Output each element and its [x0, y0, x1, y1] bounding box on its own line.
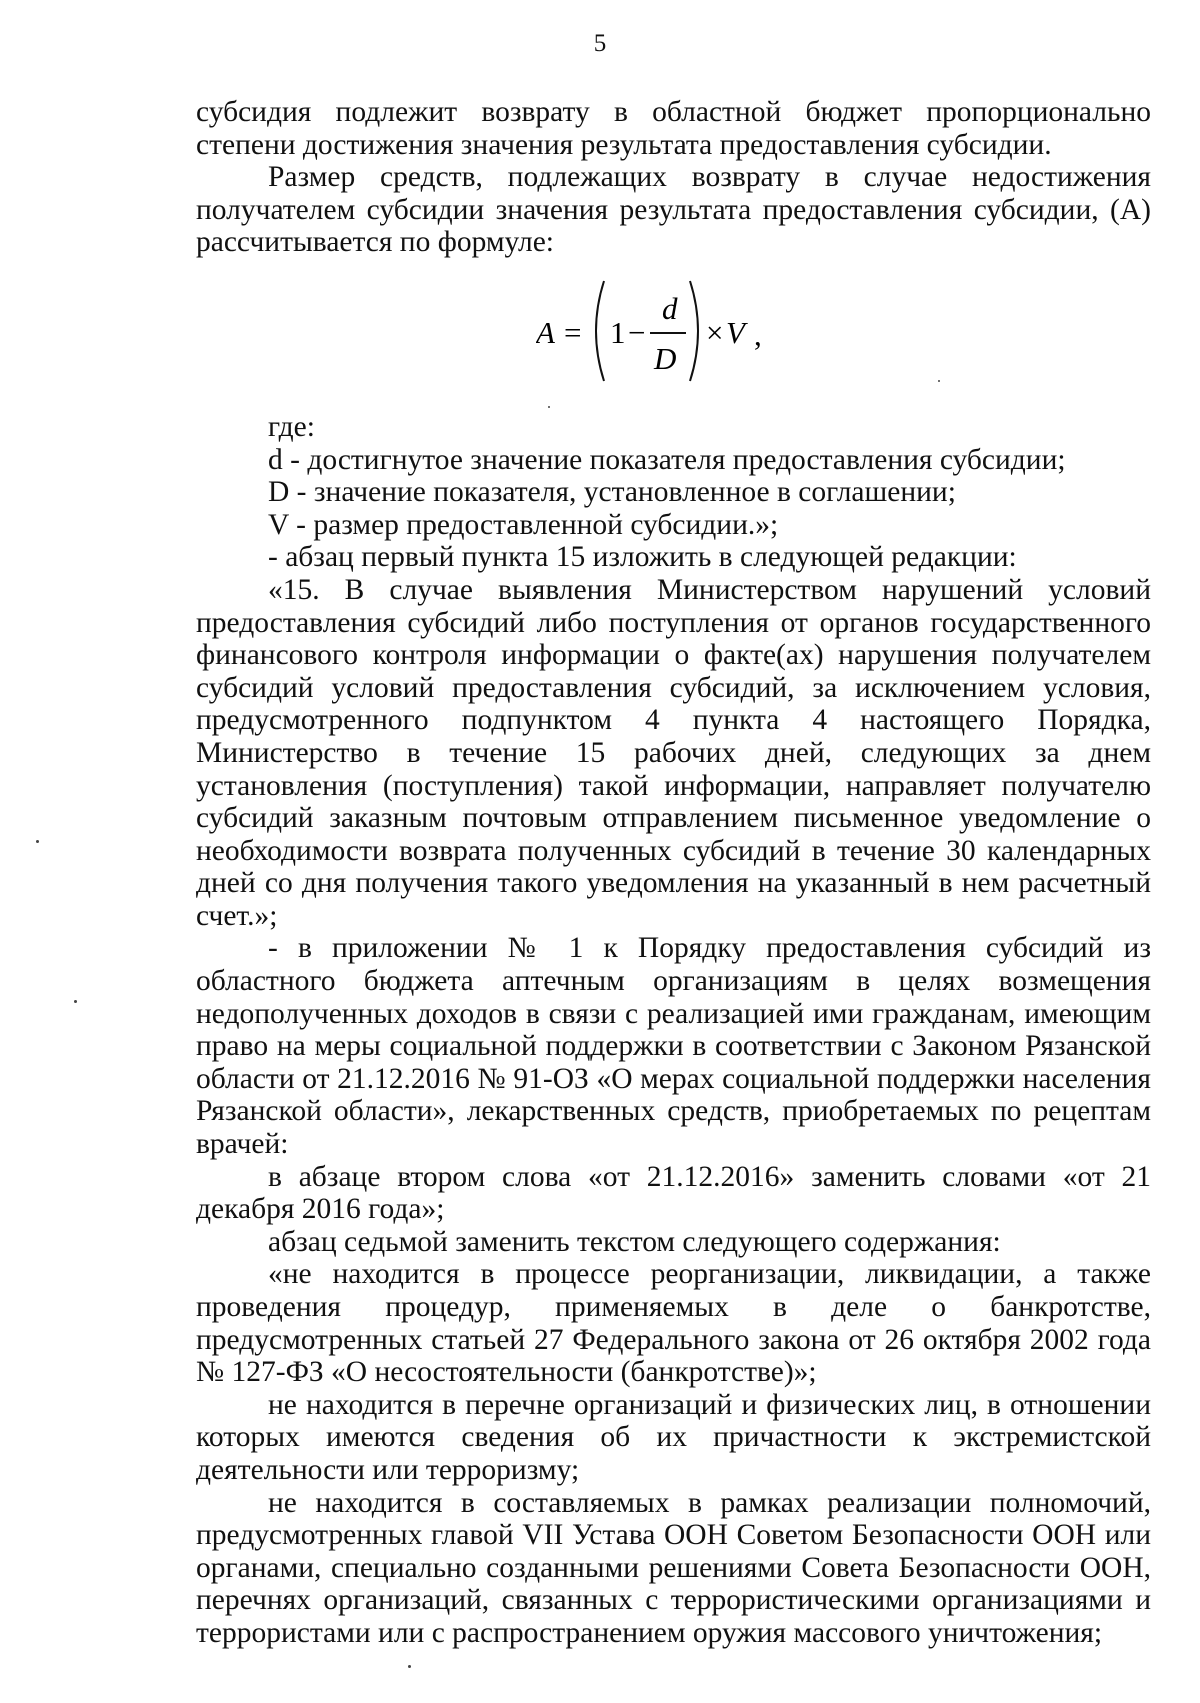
- scan-speck: [938, 380, 940, 382]
- paragraph-appendix-1: - в приложении № 1 к Порядку предоставления субсидий из областного бюджета аптечным организациям в целях возмещения недополученных доходов в связи с реализацией ими гражданам, имеющим право на меры социальной поддержки в соответствии с Законом Рязанской области от 21.12.2016 № 91-ОЗ «О мерах социальной поддержки населения Рязанской области», лекарственных средств, приобретаемых по рецептам врачей:: [196, 932, 1151, 1161]
- formula-lhs: A: [536, 314, 555, 350]
- formula-denominator: D: [654, 340, 677, 376]
- legend-where: где:: [268, 410, 315, 443]
- scan-speck: [74, 1000, 77, 1003]
- formula-right-paren: [690, 281, 698, 381]
- formula-equals: =: [564, 314, 582, 350]
- formula-times: ×: [706, 314, 724, 350]
- formula-one: 1: [610, 314, 626, 350]
- paragraph-un-lists: не находится в составляемых в рамках реализации полномочий, предусмотренных главой VII Устава ООН Советом Безопасности ООН или органами, специально созданными решениями Совета Безопасности ООН, перечнях организаций, связанных с террористическими организациями и террористами или с распространением оружия массового уничтожения;: [196, 1486, 1151, 1649]
- paragraph-return-clause: субсидия подлежит возврату в областной бюджет пропорционально степени достижения значения результата предоставления субсидии.: [196, 96, 1151, 161]
- formula-minus: −: [628, 314, 646, 350]
- formula-multiplier: V: [726, 314, 745, 350]
- scan-speck: [36, 840, 39, 843]
- paragraph-reorganization: «не находится в процессе реорганизации, ликвидации, а также проведения процедур, применяемых в деле о банкротстве, предусмотренных статьей 27 Федерального закона от 26 октября 2002 года № 127-ФЗ «О несостоятельности (банкротстве)»;: [196, 1258, 1151, 1389]
- paragraph-second-abzac: в абзаце втором слова «от 21.12.2016» заменить словами «от 21 декабря 2016 года»;: [196, 1160, 1151, 1226]
- paragraph-extremism-list: не находится в перечне организаций и физических лиц, в отношении которых имеются сведения об их причастности к экстремистской деятельности или терроризму;: [196, 1388, 1151, 1486]
- paragraph-amend-item-15: - абзац первый пункта 15 изложить в следующей редакции:: [268, 541, 1017, 574]
- legend-item-D: D - значение показателя, установленное в соглашении;: [268, 476, 956, 509]
- formula-left-paren: [596, 281, 604, 381]
- formula: [196, 269, 1151, 389]
- document-body: [196, 96, 1151, 1650]
- legend-item-V: V - размер предоставленной субсидии.»;: [268, 508, 779, 541]
- scan-speck: [548, 406, 550, 408]
- paragraph-formula-intro: Размер средств, подлежащих возврату в случае недостижения получателем субсидии значения результата предоставления субсидии, (A) рассчитывается по формуле:: [196, 161, 1151, 259]
- paragraph-seventh-abzac: абзац седьмой заменить текстом следующего содержания:: [268, 1225, 1001, 1258]
- page-number: 5: [593, 30, 607, 57]
- legend-item-d: d - достигнутое значение показателя предоставления субсидии;: [268, 443, 1066, 476]
- paragraph-item-15-text: «15. В случае выявления Министерством нарушений условий предоставления субсидий либо поступления от органов государственного финансового контроля информации о факте(ах) нарушения получателем субсидий условий предоставления субсидий, за исключением условия, предусмотренного подпунктом 4 пункта 4 настоящего Порядка, Министерство в течение 15 рабочих дней, следующих за днем установления (поступления) такой информации, направляет получателю субсидий заказным почтовым отправлением письменное уведомление о необходимости возврата полученных субсидий в течение 30 календарных дней со дня получения такого уведомления на указанный в нем расчетный счет.»;: [196, 573, 1151, 932]
- formula-graphic: [536, 269, 776, 389]
- formula-numerator: d: [662, 290, 678, 326]
- formula-trailing-comma: ,: [754, 316, 762, 352]
- scan-speck: [408, 1665, 411, 1668]
